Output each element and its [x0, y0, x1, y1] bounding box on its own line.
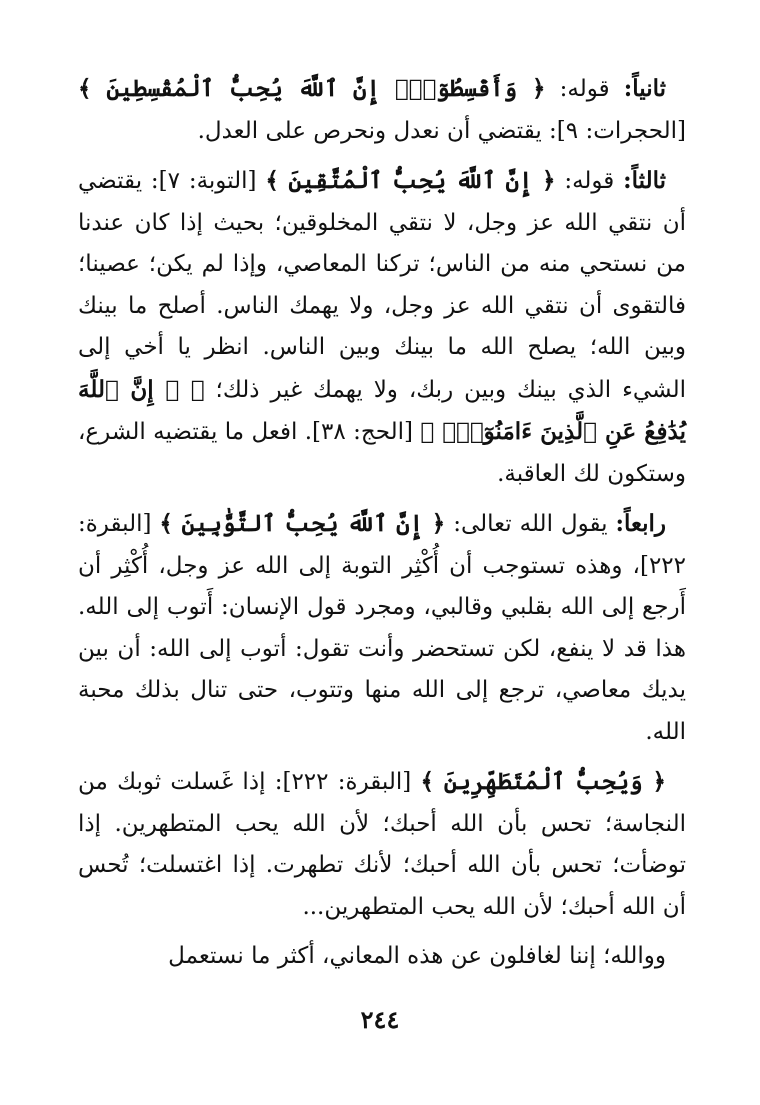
- paragraph-lead: ثانياً:: [623, 75, 666, 102]
- paragraph-second: [78, 68, 686, 152]
- paragraph-lead: رابعاً:: [615, 510, 667, 537]
- paragraph-text: قوله:: [555, 168, 624, 194]
- paragraph-text: [الحج: ٣٨]. افعل ما يقتضيه الشرع، وستكون لك العاقبة.: [78, 419, 686, 487]
- paragraph-text: يقول الله تعالى:: [445, 511, 616, 537]
- page-body: [78, 68, 686, 986]
- paragraph-purification: [78, 761, 686, 928]
- paragraph-text: [البقرة: ٢٢٢]: إذا غَسلت ثوبك من النجاسة؛ تحس بأن الله أحبك؛ لأن الله يحب المتطهرين. إذا توضأت؛ تحس بأن الله أحبك؛ لأنك تطهرت. إذا اغتسلت؛ تُحس أن الله أحبك؛ لأن الله يحب المتطهرين...: [78, 769, 686, 920]
- page-number: ٢٤٤: [360, 1005, 400, 1034]
- paragraph-text: [البقرة: ٢٢٢]، وهذه تستوجب أن أُكْثِر التوبة إلى الله عز وجل، أُكْثِر أن أَرجع إلى الله بقلبي وقالبي، ومجرد قول الإنسان: أَتوب إلى الله. هذا قد لا ينفع، لكن تستحضر وأنت تقول: أتوب إلى الله: أن بين يديك معاصي، ترجع إلى الله منها وتتوب، حتى تنال بذلك محبة الله.: [78, 511, 686, 745]
- quran-verse: ﴿ ۞ إِنَّ ٱللَّهَ يُدَٰفِعُ عَنِ ٱلَّذِينَ ءَامَنُوٓاْۗ ﴾: [78, 375, 687, 445]
- paragraph-closing: [78, 936, 686, 978]
- paragraph-third: [78, 160, 686, 495]
- paragraph-text: [التوبة: ٧]: يقتضي أن نتقي الله عز وجل، لا نتقي المخلوقين؛ بحيث إذا كان عندنا من نستحي منه من الناس؛ تركنا المعاصي، وإذا لم يكن؛ عصينا؛ فالتقوى أن نتقي الله عز وجل، ولا يهمك الناس. أصلح ما بينك وبين الله؛ يصلح الله ما بينك وبين الناس. انظر يا أخي إلى الشيء الذي بينك وبين ربك، ولا يهمك غير ذلك؛: [78, 168, 686, 403]
- paragraph-text: [الحجرات: ٩]: يقتضي أن نعدل ونحرص على العدل.: [197, 117, 686, 144]
- quran-verse: ﴿ وَأَقْسِطُوٓاْۖ إِنَّ ٱللَّهَ يُحِبُّ ٱلْمُقْسِطِينَ ﴾: [78, 75, 546, 102]
- paragraph-fourth: [78, 503, 686, 753]
- paragraph-text: ووالله؛ إننا لغافلون عن هذه المعاني، أكثر ما نستعمل: [168, 943, 666, 969]
- quran-verse: ﴿ إِنَّ ٱللَّهَ يُحِبُّ ٱلتَّوَّٰبِينَ ﴾: [159, 510, 446, 537]
- paragraph-lead: ثالثاً:: [623, 167, 666, 194]
- quran-verse: ﴿ وَيُحِبُّ ٱلْمُتَطَهِّرِينَ ﴾: [420, 768, 666, 795]
- paragraph-text: قوله:: [545, 76, 624, 102]
- quran-verse: ﴿ إِنَّ ٱللَّهَ يُحِبُّ ٱلْمُتَّقِينَ ﴾: [265, 167, 556, 194]
